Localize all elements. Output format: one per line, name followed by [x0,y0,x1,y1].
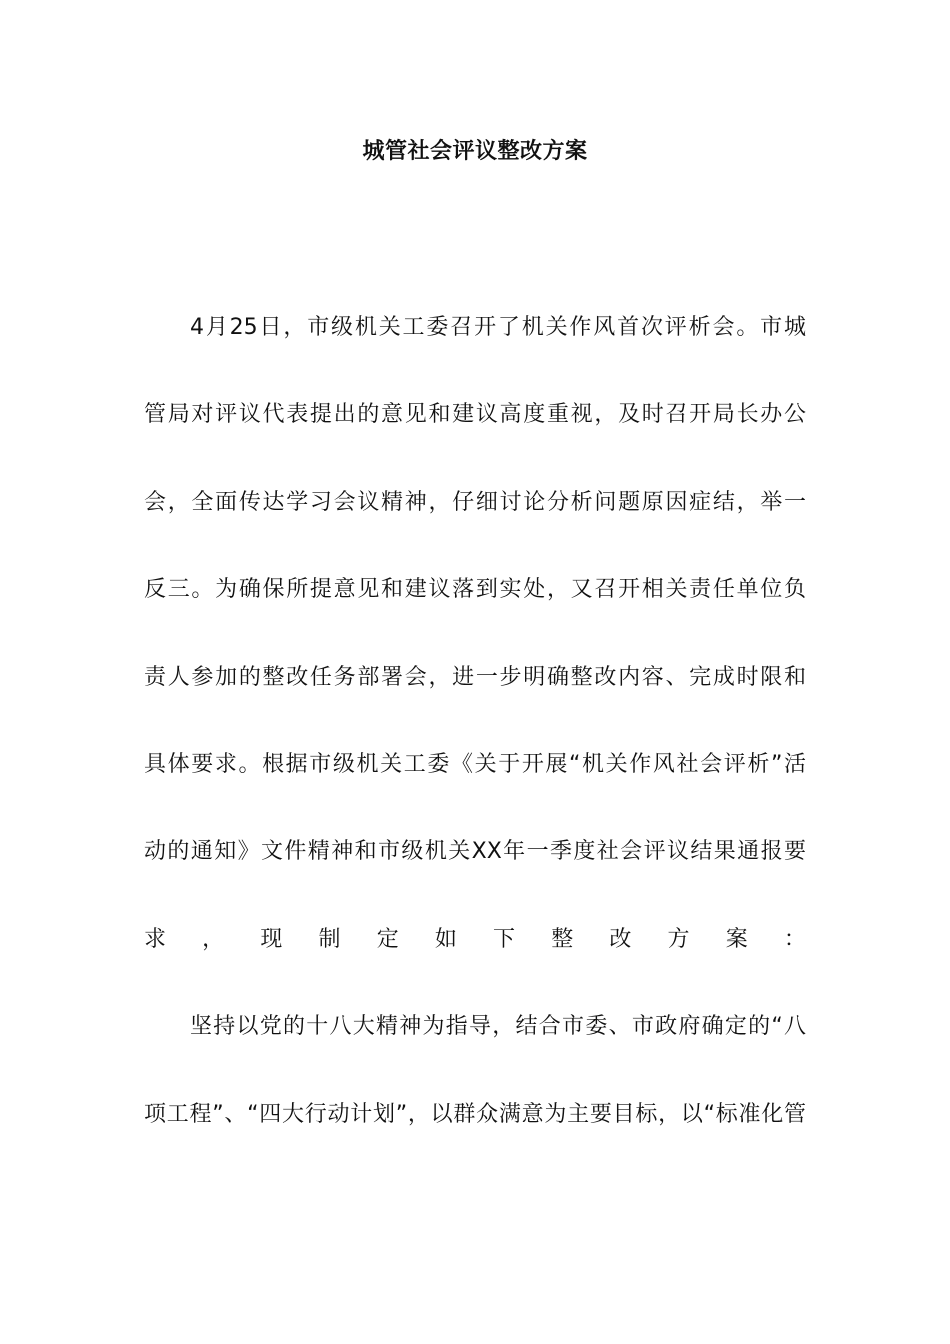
paragraph-line: 动的通知》文件精神和市级机关XX年一季度社会评议结果通报要 [144,839,806,865]
document-title: 城管社会评议整改方案 [362,139,588,164]
paragraph-line: 管局对评议代表提出的意见和建议高度重视，及时召开局长办公 [144,402,806,428]
document-body [144,305,806,1179]
paragraph-line: 会，全面传达学习会议精神，仔细讨论分析问题原因症结，举一 [144,489,806,515]
paragraph-line: 项工程”、“四大行动计划”，以群众满意为主要目标，以“标准化管 [144,1101,806,1127]
paragraph-line: 反三。为确保所提意见和建议落到实处，又召开相关责任单位负 [144,577,806,603]
paragraph-line: 4月25日，市级机关工委召开了机关作风首次评析会。市城 [190,315,806,340]
paragraph-line: 责人参加的整改任务部署会，进一步明确整改内容、完成时限和 [144,664,806,690]
paragraph-line: 求 ， 现 制 定 如 下 整 改 方 案 ： [144,926,806,952]
paragraph-line: 坚持以党的十八大精神为指导，结合市委、市政府确定的“八 [190,1014,806,1040]
paragraph-line: 具体要求。根据市级机关工委《关于开展“机关作风社会评析”活 [144,751,806,777]
